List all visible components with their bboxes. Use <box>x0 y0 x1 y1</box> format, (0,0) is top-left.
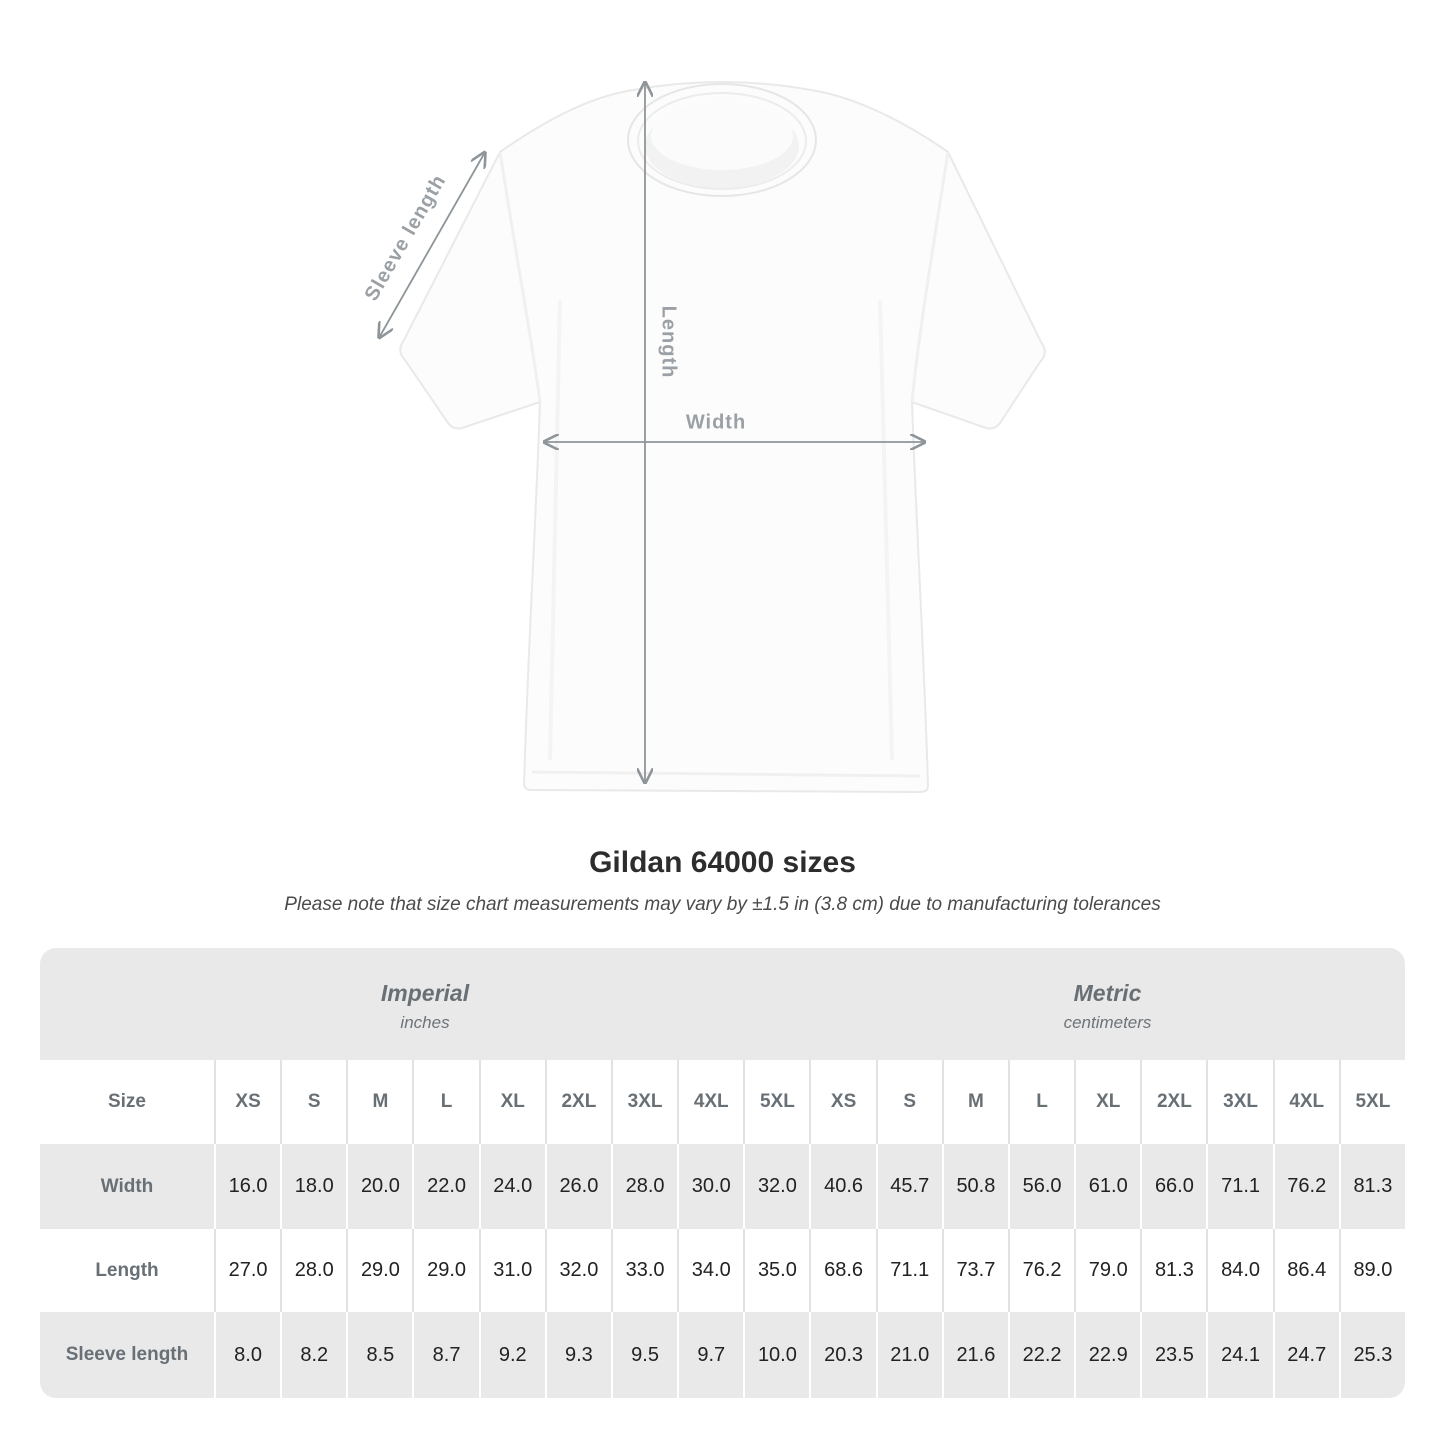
size-col-header: XS <box>214 1060 280 1144</box>
value-cell: 40.6 <box>809 1144 875 1229</box>
value-cell: 16.0 <box>214 1144 280 1229</box>
tshirt-image <box>330 55 1110 830</box>
value-cell: 22.9 <box>1074 1312 1140 1398</box>
value-cell: 27.0 <box>214 1229 280 1312</box>
value-cell: 21.6 <box>942 1312 1008 1398</box>
size-col-header: 4XL <box>677 1060 743 1144</box>
imperial-title: Imperial <box>380 979 470 1006</box>
value-cell: 9.2 <box>479 1312 545 1398</box>
value-cell: 9.7 <box>677 1312 743 1398</box>
value-cell: 22.0 <box>412 1144 478 1229</box>
metric-title: Metric <box>1073 979 1142 1006</box>
size-col-header: M <box>346 1060 412 1144</box>
value-cell: 18.0 <box>280 1144 346 1229</box>
value-cell: 33.0 <box>611 1229 677 1312</box>
value-cell: 8.0 <box>214 1312 280 1398</box>
value-cell: 25.3 <box>1339 1312 1405 1398</box>
table-row <box>40 1144 1405 1229</box>
value-cell: 20.0 <box>346 1144 412 1229</box>
row-label: Sleeve length <box>65 1344 189 1365</box>
value-cell: 28.0 <box>280 1229 346 1312</box>
table-row <box>40 1229 1405 1312</box>
table-row <box>40 1312 1405 1398</box>
size-col-header: 5XL <box>743 1060 809 1144</box>
value-cell: 31.0 <box>479 1229 545 1312</box>
value-cell: 22.2 <box>1008 1312 1074 1398</box>
unit-header-band <box>40 948 1405 1060</box>
page-title: Gildan 64000 sizes <box>589 846 856 879</box>
size-col-header: 4XL <box>1273 1060 1339 1144</box>
size-col-header: 2XL <box>1140 1060 1206 1144</box>
value-cell: 81.3 <box>1339 1144 1405 1229</box>
value-cell: 81.3 <box>1140 1229 1206 1312</box>
size-col-header: 5XL <box>1339 1060 1405 1144</box>
imperial-header <box>40 948 810 1060</box>
value-cell: 56.0 <box>1008 1144 1074 1229</box>
value-cell: 89.0 <box>1339 1229 1405 1312</box>
value-cell: 68.6 <box>809 1229 875 1312</box>
size-col-header: M <box>942 1060 1008 1144</box>
value-cell: 35.0 <box>743 1229 809 1312</box>
size-col-header: S <box>280 1060 346 1144</box>
value-cell: 21.0 <box>876 1312 942 1398</box>
value-cell: 84.0 <box>1206 1229 1272 1312</box>
value-cell: 8.2 <box>280 1312 346 1398</box>
value-cell: 34.0 <box>677 1229 743 1312</box>
value-cell: 23.5 <box>1140 1312 1206 1398</box>
metric-header <box>810 948 1405 1060</box>
value-cell: 45.7 <box>876 1144 942 1229</box>
value-cell: 50.8 <box>942 1144 1008 1229</box>
size-col-header: XL <box>1074 1060 1140 1144</box>
size-table <box>40 948 1405 1398</box>
value-cell: 76.2 <box>1273 1144 1339 1229</box>
width-label: Width <box>685 411 747 434</box>
size-col-header: L <box>412 1060 478 1144</box>
value-cell: 10.0 <box>743 1312 809 1398</box>
value-cell: 29.0 <box>412 1229 478 1312</box>
size-col-header: XS <box>809 1060 875 1144</box>
value-cell: 71.1 <box>876 1229 942 1312</box>
imperial-unit: inches <box>400 1012 450 1032</box>
size-col-header: S <box>876 1060 942 1144</box>
value-cell: 24.7 <box>1273 1312 1339 1398</box>
table-row <box>40 1060 1405 1144</box>
value-cell: 30.0 <box>677 1144 743 1229</box>
value-cell: 8.5 <box>346 1312 412 1398</box>
length-label: Length <box>657 305 680 379</box>
value-cell: 29.0 <box>346 1229 412 1312</box>
tolerance-note: Please note that size chart measurements may vary by ±1.5 in (3.8 cm) due to manufacturing tolerances <box>284 894 1161 915</box>
row-label: Width <box>100 1175 154 1197</box>
value-cell: 9.3 <box>545 1312 611 1398</box>
sleeve-length-label: Sleeve length <box>360 170 451 305</box>
size-col-header: 3XL <box>1206 1060 1272 1144</box>
value-cell: 9.5 <box>611 1312 677 1398</box>
value-cell: 26.0 <box>545 1144 611 1229</box>
value-cell: 79.0 <box>1074 1229 1140 1312</box>
size-col-header: 3XL <box>611 1060 677 1144</box>
value-cell: 66.0 <box>1140 1144 1206 1229</box>
value-cell: 24.0 <box>479 1144 545 1229</box>
size-col-header: L <box>1008 1060 1074 1144</box>
size-header-label: Size <box>107 1091 147 1112</box>
row-label: Length <box>95 1259 159 1281</box>
size-grid <box>40 1060 1405 1398</box>
value-cell: 20.3 <box>809 1312 875 1398</box>
metric-unit: centimeters <box>1063 1012 1152 1032</box>
value-cell: 8.7 <box>412 1312 478 1398</box>
value-cell: 86.4 <box>1273 1229 1339 1312</box>
value-cell: 32.0 <box>743 1144 809 1229</box>
value-cell: 28.0 <box>611 1144 677 1229</box>
value-cell: 61.0 <box>1074 1144 1140 1229</box>
value-cell: 71.1 <box>1206 1144 1272 1229</box>
value-cell: 76.2 <box>1008 1229 1074 1312</box>
value-cell: 32.0 <box>545 1229 611 1312</box>
size-col-header: XL <box>479 1060 545 1144</box>
value-cell: 24.1 <box>1206 1312 1272 1398</box>
value-cell: 73.7 <box>942 1229 1008 1312</box>
size-col-header: 2XL <box>545 1060 611 1144</box>
